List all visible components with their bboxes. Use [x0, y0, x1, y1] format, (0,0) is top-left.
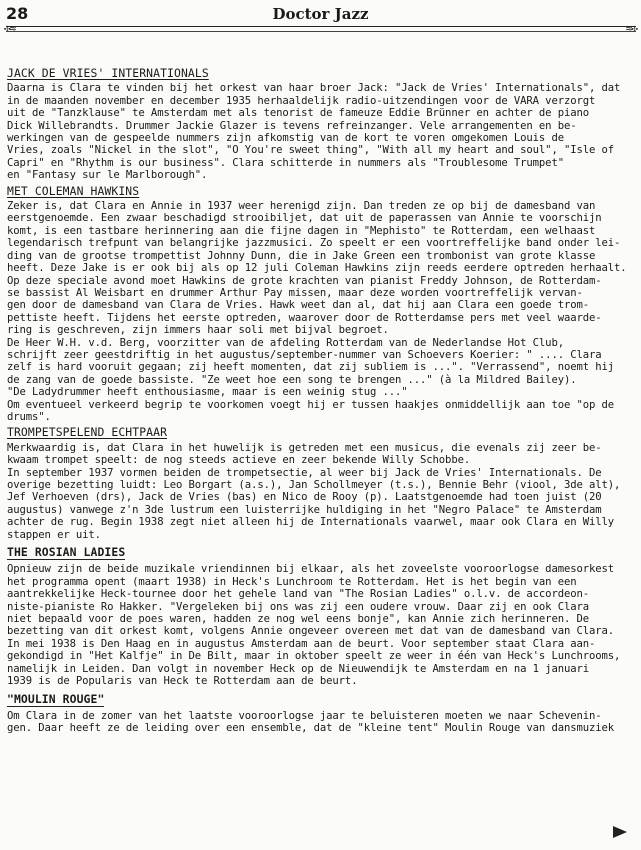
section-heading: "MOULIN ROUGE" [7, 691, 105, 706]
text-line: Dick Willebrandts. Drummer Jackie Glazer is tevens refreinzanger. Vele arrangementen en be- [7, 119, 577, 132]
text-line: heeft. Deze Jake is er ook bij als op 12 juli Coleman Hawkins zijn reeds eerdere optreden herhaalt. [7, 262, 627, 275]
text-line: ding van de grootse trompettist Johnny Dunn, die in Jake Green een trombonist van grote klasse [7, 249, 596, 262]
page-header [0, 0, 641, 38]
text-line: Om eventueel verkeerd begrip te voorkomen voegt hij er tussen haakjes onmiddellijk aan toe "op de [7, 398, 615, 411]
text-line: gekondigd in "Het Kalfje" in De Bilt, maar in oktober speelt ze weer in één van Heck's Lunchrooms, [7, 650, 621, 663]
text-line: Op deze speciale avond moet Hawkins de grote krachten van pianist Freddy Johnson, de Rotterdam- [7, 274, 602, 287]
text-line: overige bezetting luidt: Leo Borgart (a.s.), Jan Schollmeyer (t.s.), Bennie Behr (viool, 3de alt), [7, 479, 621, 491]
text-line: Om Clara in de zomer van het laatste vooroorlogse jaar te beluisteren moeten we naar Schevenin- [7, 709, 602, 722]
text-line: "De Ladydrummer heeft enthousiasme, maar is een weinig stug ..." [7, 386, 408, 399]
text-line: namelijk in Leiden. Dan volgt in november Heck op de Nieuwendijk te Amsterdam en na 1 januari [7, 662, 589, 675]
text-line: 1939 is de Popularis van Heck te Rotterdam aan de beurt. [7, 675, 358, 688]
text-line: Vries, zoals "Nickel in the slot", "O You're sweet thing", "With all my heart and soul", "Isle of [7, 144, 615, 157]
text-line: achter de rug. Begin 1938 zegt niet alleen hij de Internationals vaarwel, maar ook Clara en Willy [7, 516, 615, 529]
text-line: en "Fantasy sur le Marlborough". [7, 169, 208, 182]
text-line: Jef Verhoeven (drs), Jack de Vries (bas) en Nico de Rooy (p). Laatstgenoemde had toen juist (20 [7, 491, 602, 504]
header-rule-thin [6, 31, 636, 32]
text-line: Opnieuw zijn de beide muzikale vriendinnen bij elkaar, als het zoveelste vooroorlogse damesorkest [7, 563, 615, 576]
journal-title: Doctor Jazz [272, 5, 369, 23]
text-line: legendarisch trefpunt van belangrijke jazzmusici. Zo speelt er een voortreffelijke band onder lei- [7, 237, 621, 250]
text-line: Merkwaardig is, dat Clara in het huwelijk is getreden met een musicus, die evenals zij zeer be- [7, 441, 602, 454]
text-line: stappen er uit. [7, 528, 101, 541]
section-paragraph [7, 82, 637, 181]
header-ornament-left-icon: ✣≈ [4, 22, 16, 35]
text-line: drums". [7, 410, 51, 423]
text-line: pettiste heeft. Tijdens het eerste optreden, waarover door de Rotterdamse pers met veel waarde- [7, 311, 602, 324]
header-ornament-right-icon: ≈✣ [625, 22, 637, 35]
page-number: 28 [6, 4, 29, 23]
section-paragraph [7, 200, 637, 423]
text-line: werkingen van de gespeelde nummers zijn afkomstig van de kort te voren omgekomen Louis de [7, 132, 564, 145]
text-line: schrijft zeer geestdriftig in het augustus/september-nummer van Schoevers Koerier: " .... Clara [7, 348, 602, 361]
text-line: Daarna is Clara te vinden bij het orkest van haar broer Jack: "Jack de Vries' Internationals", dat [7, 82, 621, 95]
text-line: augustus) vanwege z'n 3de lustrum een luisterrijke huldiging in het "Negro Palace" te Amsterdam [7, 503, 602, 516]
text-line: bezetting van dit orkest komt, volgens Annie ongeveer overeen met dat van de damesband van Clara. [7, 625, 615, 638]
text-line: In mei 1938 is Den Haag en in augustus Amsterdam aan de beurt. Voor september staat Clara aan- [7, 637, 596, 650]
section-paragraph [7, 563, 637, 687]
text-line: gen. Daar heeft ze de leiding over een ensemble, dat de "kleine tent" Moulin Rouge van dansmuziek [7, 722, 615, 735]
text-line: aantrekkelijke Heck-tournee door het gehele land van "The Rosian Ladies" o.l.v. de accordeon- [7, 588, 589, 601]
text-line: In september 1937 vormen beiden de trompetsectie, al weer bij Jack de Vries' Internationals. De [7, 466, 602, 479]
section-paragraph [7, 442, 637, 541]
text-line: Capri" en "Rhythm is our business". Clara schitterde in nummers als "Troublesome Trumpet" [7, 156, 564, 169]
text-line: niste-pianiste Ro Hakker. "Vergeleken bij ons was zij een oudere vrouw. Daar zij en ook Clara [7, 600, 589, 613]
text-line: de zang van de goede bassiste. "Ze weet hoe een song te brengen ..." (à la Mildred Bailey). [7, 373, 577, 386]
article-body [7, 64, 637, 737]
text-line: gen door de damesband van Clara de Vries. Hawk weet dan al, dat hij aan Clara een goede trom- [7, 299, 589, 312]
text-line: niet bepaald voor de poes waren, hadden ze nog wel eens bonje", kan Annie zich herinneren. De [7, 613, 589, 626]
text-line: in de maanden november en december 1935 herhaaldelijk radio-uitzendingen voor de VARA verzorgt [7, 94, 596, 107]
text-line: De Heer W.H. v.d. Berg, voorzitter van de afdeling Rotterdam van de Nederlandse Hot Club, [7, 336, 564, 349]
section-heading: THE ROSIAN LADIES [7, 545, 126, 560]
text-line: uit de "Tanzklause" te Amsterdam met als tenorist de fameuze Eddie Brünner en achter de piano [7, 107, 589, 120]
text-line: het programma opent (maart 1938) in Heck's Lunchroom te Rotterdam. Het is het begin van een [7, 575, 577, 588]
section-heading: MET COLEMAN HAWKINS [7, 183, 140, 198]
text-line: ring is geschreven, zijn immers haar soli met bijval begroet. [7, 324, 389, 337]
text-line: eerstgenoemde. Een zwaar beschadigd strooibiljet, dat uit de paperassen van Annie te voorschijn [7, 212, 602, 225]
continue-arrow-icon [613, 826, 627, 838]
text-line: kwaam trompet speelt: de nog steeds actieve en zeer bekende Willy Schobbe. [7, 454, 471, 467]
section-paragraph [7, 710, 637, 735]
text-line: Zeker is, dat Clara en Annie in 1937 weer herenigd zijn. Dan treden ze op bij de damesband van [7, 200, 596, 213]
header-rule [6, 26, 636, 27]
section-heading: TROMPETSPELEND ECHTPAAR [7, 425, 168, 440]
text-line: se bassist Al Weisbart en drummer Arthur Pay missen, maar deze worden voortreffelijk vervan- [7, 286, 583, 299]
section-heading: JACK DE VRIES' INTERNATIONALS [7, 66, 209, 80]
text-line: komt, is een tastbare herinnering aan die fijne dagen in "Mephisto" te Rotterdam, een welhaast [7, 224, 596, 237]
text-line: zelf is hard vooruit gegaan; zij heeft momenten, dat zij subliem is ...". "Verrassend", noemt hij [7, 361, 615, 374]
